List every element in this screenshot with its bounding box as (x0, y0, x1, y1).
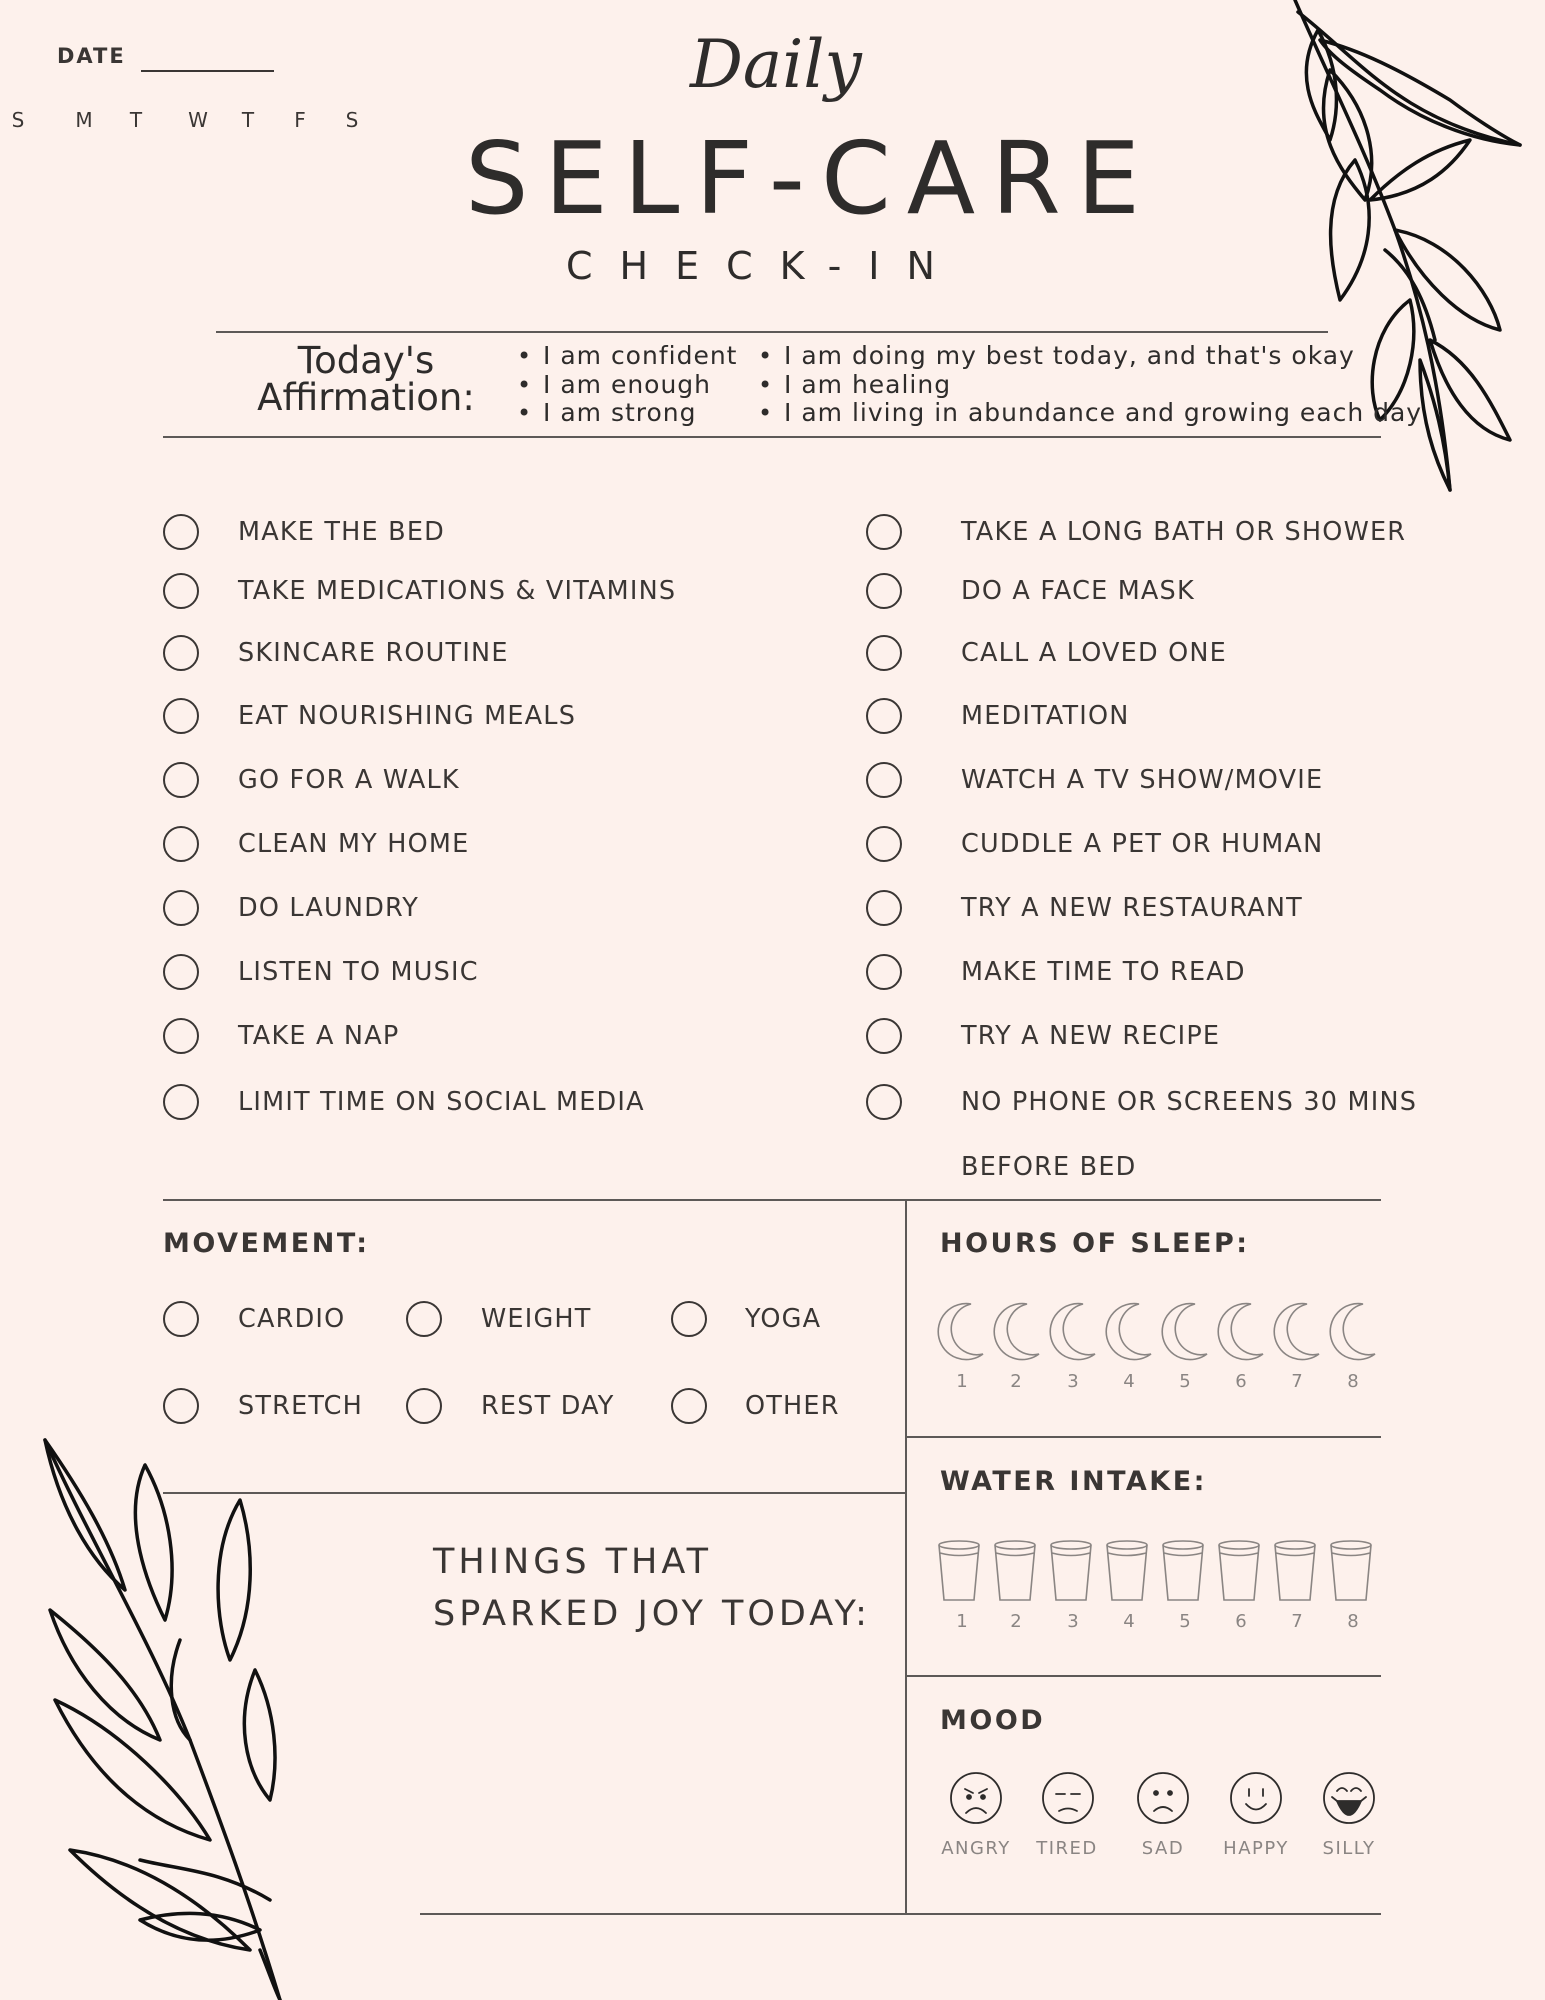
sleep-number: 5 (1179, 1371, 1191, 1392)
weekday-tuesday[interactable]: T (129, 108, 143, 132)
joy-heading-line1: THINGS THAT (433, 1542, 712, 1582)
water-number: 2 (1010, 1611, 1022, 1632)
checkbox-circle-icon[interactable] (866, 1018, 902, 1054)
task-label: MEDITATION (961, 701, 1130, 731)
crescent-moon-icon[interactable] (1330, 1304, 1375, 1360)
mood-label: TIRED (1036, 1838, 1098, 1859)
tired-face-icon[interactable] (1043, 1773, 1093, 1823)
checkbox-circle-icon[interactable] (163, 1301, 199, 1337)
weekday-thursday[interactable]: T (241, 108, 255, 132)
task-label: MAKE TIME TO READ (961, 957, 1246, 987)
movement-label: STRETCH (238, 1391, 364, 1421)
page-title: SELF-CARE (465, 120, 1156, 237)
checkbox-circle-icon[interactable] (163, 698, 199, 734)
title-script: Daily (690, 26, 862, 103)
checkbox-circle-icon[interactable] (866, 635, 902, 671)
crescent-moon-icon[interactable] (1106, 1304, 1151, 1360)
affirmation-top-rule (216, 331, 1328, 333)
happy-face-icon[interactable] (1231, 1773, 1281, 1823)
task-nap[interactable] (163, 1016, 400, 1056)
task-label: GO FOR A WALK (238, 765, 460, 795)
movement-bottom-rule (163, 1492, 906, 1494)
checkbox-circle-icon[interactable] (163, 635, 199, 671)
mood-heading: MOOD (940, 1705, 1046, 1736)
task-label: LISTEN TO MUSIC (238, 957, 479, 987)
task-label: SKINCARE ROUTINE (238, 638, 509, 668)
weekday-monday[interactable]: M (75, 108, 93, 132)
sleep-number: 8 (1347, 1371, 1359, 1392)
affirmation-list-1 (517, 342, 737, 428)
task-label: LIMIT TIME ON SOCIAL MEDIA (238, 1087, 645, 1117)
sleep-number: 1 (956, 1371, 968, 1392)
task-restaurant[interactable] (866, 888, 1303, 928)
checkbox-circle-icon[interactable] (163, 514, 199, 550)
checkbox-circle-icon[interactable] (671, 1388, 707, 1424)
task-label: CUDDLE A PET OR HUMAN (961, 829, 1324, 859)
sleep-number: 4 (1123, 1371, 1135, 1392)
checkbox-circle-icon[interactable] (866, 698, 902, 734)
task-clean-home[interactable] (163, 824, 470, 864)
mood-label: HAPPY (1223, 1838, 1289, 1859)
task-label: MAKE THE BED (238, 517, 445, 547)
affirmation-label (222, 339, 510, 419)
checkbox-circle-icon[interactable] (163, 1018, 199, 1054)
section-divider (163, 1199, 1381, 1201)
sleep-bottom-rule (906, 1436, 1381, 1438)
task-label: TAKE A NAP (238, 1021, 400, 1051)
water-number: 3 (1067, 1611, 1079, 1632)
checkbox-circle-icon[interactable] (866, 1084, 902, 1120)
affirmation-item: • I am healing (758, 371, 1422, 400)
glass-icon[interactable] (1275, 1541, 1315, 1600)
weekday-saturday[interactable]: S (345, 108, 359, 132)
weekday-selector (0, 108, 380, 138)
crescent-moon-icon[interactable] (938, 1304, 983, 1360)
affirmation-item: • I am enough (517, 371, 737, 400)
task-label: TAKE MEDICATIONS & VITAMINS (238, 576, 677, 606)
crescent-moon-icon[interactable] (1274, 1304, 1319, 1360)
task-label-continuation: BEFORE BED (961, 1152, 1137, 1182)
task-label: TAKE A LONG BATH OR SHOWER (961, 517, 1407, 547)
movement-label: OTHER (745, 1391, 840, 1421)
crescent-moon-icon[interactable] (1218, 1304, 1263, 1360)
joy-heading-line2: SPARKED JOY TODAY: (433, 1594, 871, 1634)
checkbox-circle-icon[interactable] (866, 762, 902, 798)
task-label: CLEAN MY HOME (238, 829, 470, 859)
task-skincare[interactable] (163, 633, 509, 673)
movement-label: YOGA (745, 1304, 822, 1334)
task-recipe[interactable] (866, 1016, 1221, 1056)
movement-label: WEIGHT (481, 1304, 592, 1334)
movement-weight[interactable] (406, 1299, 592, 1339)
water-number: 1 (956, 1611, 968, 1632)
movement-other[interactable] (671, 1386, 840, 1426)
sleep-moons (935, 1298, 1385, 1364)
angry-face-icon[interactable] (951, 1773, 1001, 1823)
task-music[interactable] (163, 952, 479, 992)
crescent-moon-icon[interactable] (1050, 1304, 1095, 1360)
task-label: NO PHONE OR SCREENS 30 MINS (961, 1087, 1418, 1117)
checkbox-circle-icon[interactable] (163, 954, 199, 990)
movement-heading: MOVEMENT: (163, 1228, 370, 1259)
task-label: DO A FACE MASK (961, 576, 1195, 606)
task-label: WATCH A TV SHOW/MOVIE (961, 765, 1324, 795)
glass-icon[interactable] (1219, 1541, 1259, 1600)
task-walk[interactable] (163, 760, 460, 800)
task-call[interactable] (866, 633, 1227, 673)
task-read[interactable] (866, 952, 1246, 992)
movement-rest-day[interactable] (406, 1386, 615, 1426)
mood-label: SAD (1141, 1838, 1185, 1859)
task-face-mask[interactable] (866, 571, 1195, 611)
page-subtitle: CHECK-IN (566, 244, 962, 288)
checkbox-circle-icon[interactable] (866, 514, 902, 550)
checkbox-circle-icon[interactable] (866, 954, 902, 990)
glass-icon[interactable] (1107, 1541, 1147, 1600)
crescent-moon-icon[interactable] (1162, 1304, 1207, 1360)
water-number: 5 (1179, 1611, 1191, 1632)
movement-yoga[interactable] (671, 1299, 822, 1339)
movement-stretch[interactable] (163, 1386, 364, 1426)
checkbox-circle-icon[interactable] (163, 762, 199, 798)
water-number: 7 (1291, 1611, 1303, 1632)
checkbox-circle-icon[interactable] (163, 890, 199, 926)
checkbox-circle-icon[interactable] (671, 1301, 707, 1337)
water-bottom-rule (906, 1675, 1381, 1677)
weekday-wednesday[interactable]: W (188, 108, 208, 132)
affirmation-bottom-rule (163, 436, 1381, 438)
weekday-sunday[interactable]: S (11, 108, 25, 132)
checkbox-circle-icon[interactable] (406, 1388, 442, 1424)
task-social-media[interactable] (163, 1082, 645, 1122)
movement-label: CARDIO (238, 1304, 346, 1334)
task-cuddle[interactable] (866, 824, 1324, 864)
affirmation-list-2 (758, 342, 1422, 428)
task-label: DO LAUNDRY (238, 893, 420, 923)
movement-cardio[interactable] (163, 1299, 346, 1339)
date-label: DATE (57, 44, 126, 68)
task-medications[interactable] (163, 571, 677, 611)
task-label: TRY A NEW RECIPE (961, 1021, 1221, 1051)
water-number: 8 (1347, 1611, 1359, 1632)
task-no-screens[interactable] (866, 1082, 1418, 1122)
affirmation-label-line1: Today's (297, 339, 435, 382)
sleep-number: 6 (1235, 1371, 1247, 1392)
checkbox-circle-icon[interactable] (163, 1084, 199, 1120)
affirmation-label-line2: Affirmation: (257, 376, 475, 419)
task-meditation[interactable] (866, 696, 1130, 736)
checkbox-circle-icon[interactable] (866, 573, 902, 609)
task-make-bed[interactable] (163, 512, 445, 552)
affirmation-item: • I am living in abundance and growing each day (758, 399, 1422, 428)
page-bottom-rule (420, 1913, 1381, 1915)
glass-icon[interactable] (1051, 1541, 1091, 1600)
checkbox-circle-icon[interactable] (406, 1301, 442, 1337)
water-glasses (935, 1538, 1385, 1604)
date-input-line[interactable] (141, 70, 274, 72)
sleep-heading: HOURS OF SLEEP: (940, 1228, 1250, 1259)
silly-face-icon[interactable] (1324, 1773, 1374, 1823)
checkbox-circle-icon[interactable] (163, 573, 199, 609)
checkbox-circle-icon[interactable] (866, 826, 902, 862)
checkbox-circle-icon[interactable] (866, 890, 902, 926)
checkbox-circle-icon[interactable] (163, 826, 199, 862)
sleep-number: 7 (1291, 1371, 1303, 1392)
leaf-branch-bottom-left-icon (30, 1430, 300, 2000)
task-bath[interactable] (866, 512, 1407, 552)
task-laundry[interactable] (163, 888, 420, 928)
glass-icon[interactable] (939, 1541, 979, 1600)
water-number: 6 (1235, 1611, 1247, 1632)
movement-label: REST DAY (481, 1391, 615, 1421)
glass-icon[interactable] (1331, 1541, 1371, 1600)
sad-face-icon[interactable] (1138, 1773, 1188, 1823)
sleep-number: 3 (1067, 1371, 1079, 1392)
glass-icon[interactable] (1163, 1541, 1203, 1600)
glass-icon[interactable] (995, 1541, 1035, 1600)
sleep-number: 2 (1010, 1371, 1022, 1392)
affirmation-item: • I am strong (517, 399, 737, 428)
water-heading: WATER INTAKE: (940, 1466, 1207, 1497)
mood-faces (930, 1768, 1380, 1828)
water-number: 4 (1123, 1611, 1135, 1632)
task-label: CALL A LOVED ONE (961, 638, 1227, 668)
task-label: TRY A NEW RESTAURANT (961, 893, 1303, 923)
weekday-friday[interactable]: F (294, 108, 306, 132)
task-label: EAT NOURISHING MEALS (238, 701, 577, 731)
task-meals[interactable] (163, 696, 577, 736)
column-divider (905, 1200, 907, 1915)
mood-label: SILLY (1322, 1838, 1376, 1859)
affirmation-item: • I am confident (517, 342, 737, 371)
checkbox-circle-icon[interactable] (163, 1388, 199, 1424)
task-tv-show[interactable] (866, 760, 1324, 800)
crescent-moon-icon[interactable] (994, 1304, 1039, 1360)
mood-label: ANGRY (941, 1838, 1011, 1859)
joy-heading (433, 1536, 871, 1640)
affirmation-item: • I am doing my best today, and that's okay (758, 342, 1422, 371)
